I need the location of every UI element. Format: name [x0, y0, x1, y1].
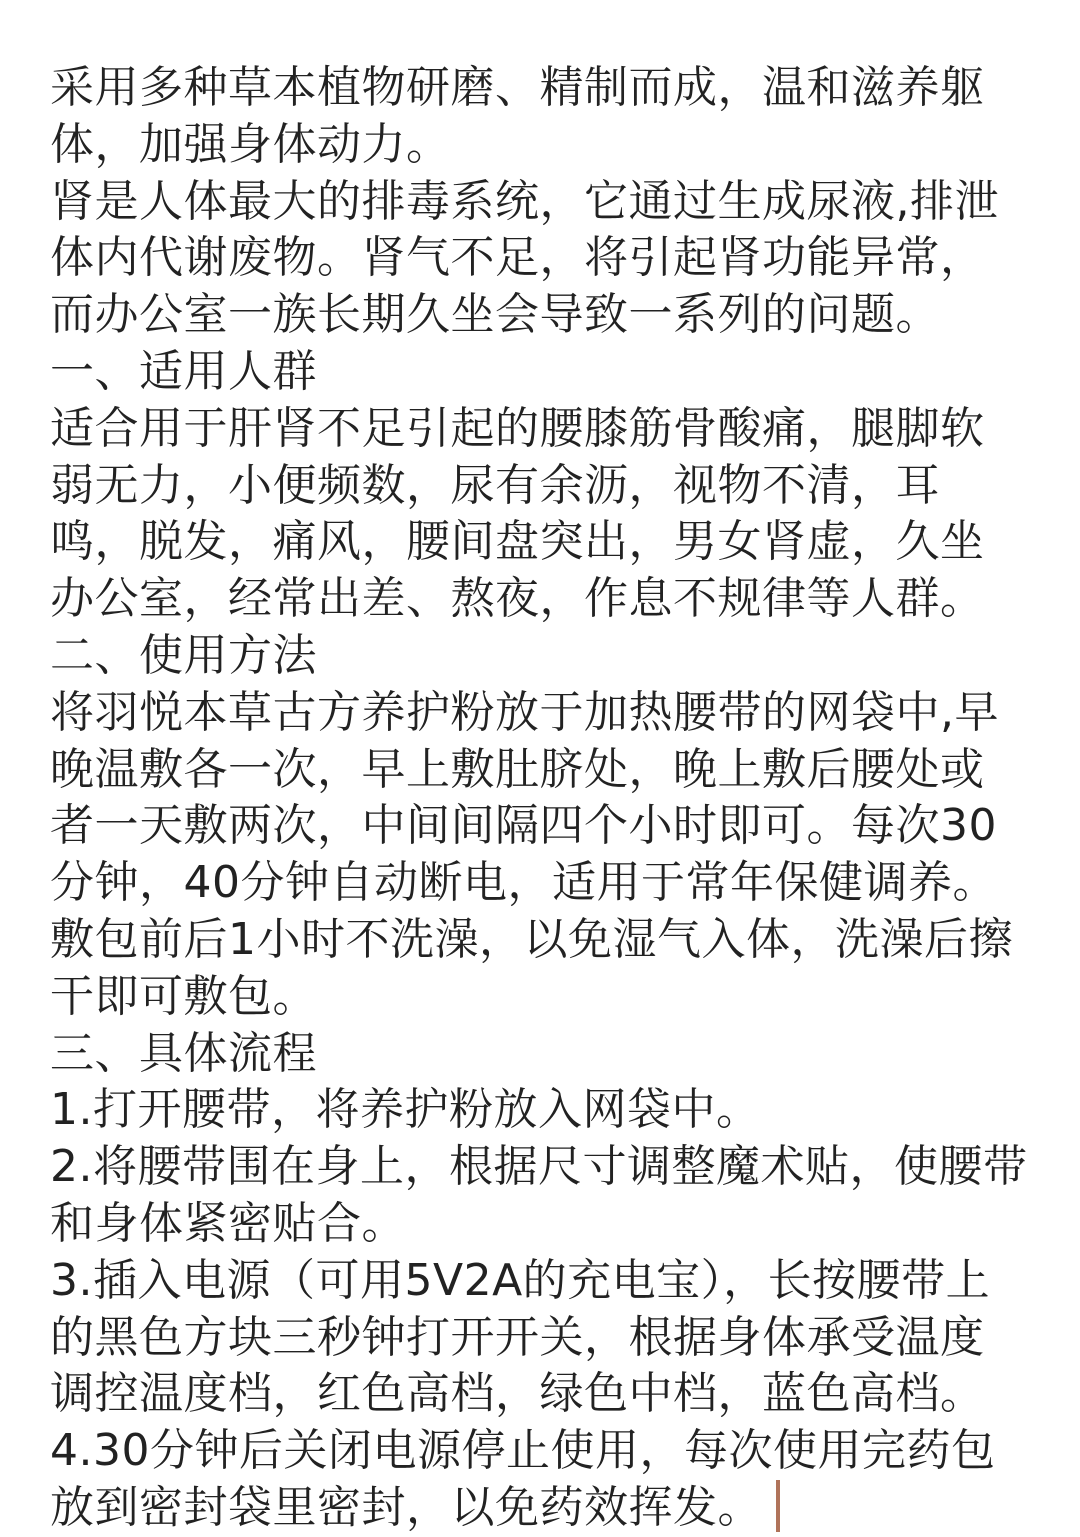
text-line: 敷包前后1小时不洗澡，以免湿气入体，洗澡后擦 — [50, 913, 1013, 965]
last-line-text: 放到密封袋里密封，以免药效挥发。 — [50, 1481, 762, 1533]
document-body — [50, 60, 1050, 1537]
step-line: 的黑色方块三秒钟打开开关，根据身体承受温度 — [50, 1311, 985, 1363]
text-line: 鸣，脱发，痛风，腰间盘突出，男女肾虚，久坐 — [50, 516, 985, 568]
text-line: 将羽悦本草古方养护粉放于加热腰带的网袋中,早 — [50, 686, 999, 738]
text-line: 者一天敷两次，中间间隔四个小时即可。每次30 — [50, 800, 997, 852]
step-line: 1.打开腰带，将养护粉放入网袋中。 — [50, 1084, 761, 1136]
text-line: 晚温敷各一次，早上敷肚脐处，晚上敷后腰处或 — [50, 743, 985, 795]
text-line: 分钟，40分钟自动断电，适用于常年保健调养。 — [50, 857, 997, 909]
text-line: 采用多种草本植物研磨、精制而成，温和滋养躯 — [50, 62, 985, 113]
text-line: 弱无力，小便频数，尿有余沥，视物不清，耳 — [50, 459, 940, 511]
section-heading: 一、适用人群 — [50, 345, 317, 397]
text-line: 体，加强身体动力。 — [50, 118, 451, 170]
text-line: 肾是人体最大的排毒系统，它通过生成尿液,排泄 — [50, 175, 999, 227]
section-heading: 三、具体流程 — [50, 1027, 317, 1079]
last-line — [50, 1480, 1050, 1537]
step-line: 4.30分钟后关闭电源停止使用，每次使用完药包 — [50, 1425, 996, 1477]
step-line: 3.插入电源（可用5V2A的充电宝），长按腰带上 — [50, 1254, 991, 1306]
step-line: 调控温度档，红色高档，绿色中档，蓝色高档。 — [50, 1368, 985, 1420]
text-line: 干即可敷包。 — [50, 970, 317, 1022]
text-line: 办公室，经常出差、熬夜，作息不规律等人群。 — [50, 573, 985, 625]
section-heading: 二、使用方法 — [50, 629, 317, 681]
step-line: 和身体紧密贴合。 — [50, 1197, 406, 1249]
text-line: 体内代谢废物。肾气不足，将引起肾功能异常， — [50, 232, 985, 284]
text-line: 而办公室一族长期久坐会导致一系列的问题。 — [50, 289, 940, 341]
step-line: 2.将腰带围在身上，根据尺寸调整魔术贴，使腰带 — [50, 1141, 1028, 1193]
text-line: 适合用于肝肾不足引起的腰膝筋骨酸痛，腿脚软 — [50, 402, 985, 454]
text-cursor — [776, 1480, 780, 1532]
